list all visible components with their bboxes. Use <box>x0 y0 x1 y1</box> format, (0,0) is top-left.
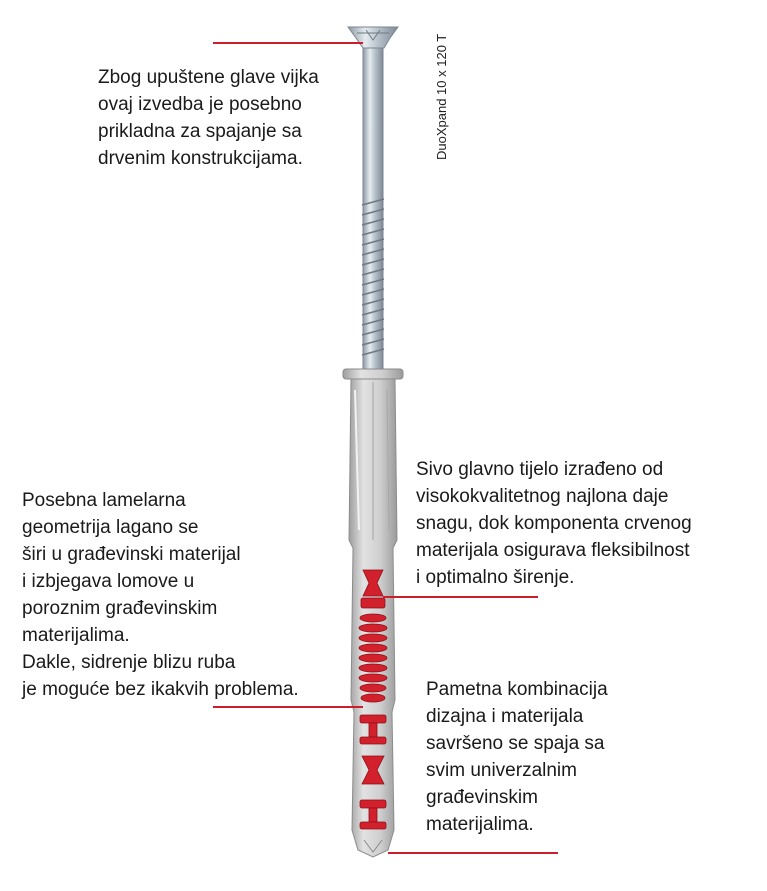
leader-line-body <box>383 596 538 598</box>
plug-collar <box>343 369 403 379</box>
callout-nylon-body: Sivo glavno tijelo izrađeno od visokokvalitetnog najlona daje snagu, dok komponenta crvenog materijala osigurava fleksibilnost i optimalno širenje. <box>416 459 692 588</box>
screw-head <box>348 27 398 48</box>
callout-lamellar-geometry: Posebna lamelarna geometrija lagano se širi u građevinski materijal i izbjegava lomove u poroznim građevinskim materijalima. Dakle, sidrenje blizu ruba je moguće bez ikakvih problema. <box>22 490 299 700</box>
leader-line-head <box>213 42 363 44</box>
leader-line-tip <box>388 852 558 854</box>
callout-countersunk-head: Zbog upuštene glave vijka ovaj izvedba je posebno prikladna za spajanje sa drvenim konstrukcijama. <box>98 67 319 169</box>
callout-material-combination: Pametna kombinacija dizajna i materijala savršeno se spaja sa svim univerzalnim građevinskim materijalima. <box>426 679 608 835</box>
leader-line-lamellar <box>213 706 363 708</box>
product-label: DuoXpand 10 x 120 T <box>434 33 449 160</box>
